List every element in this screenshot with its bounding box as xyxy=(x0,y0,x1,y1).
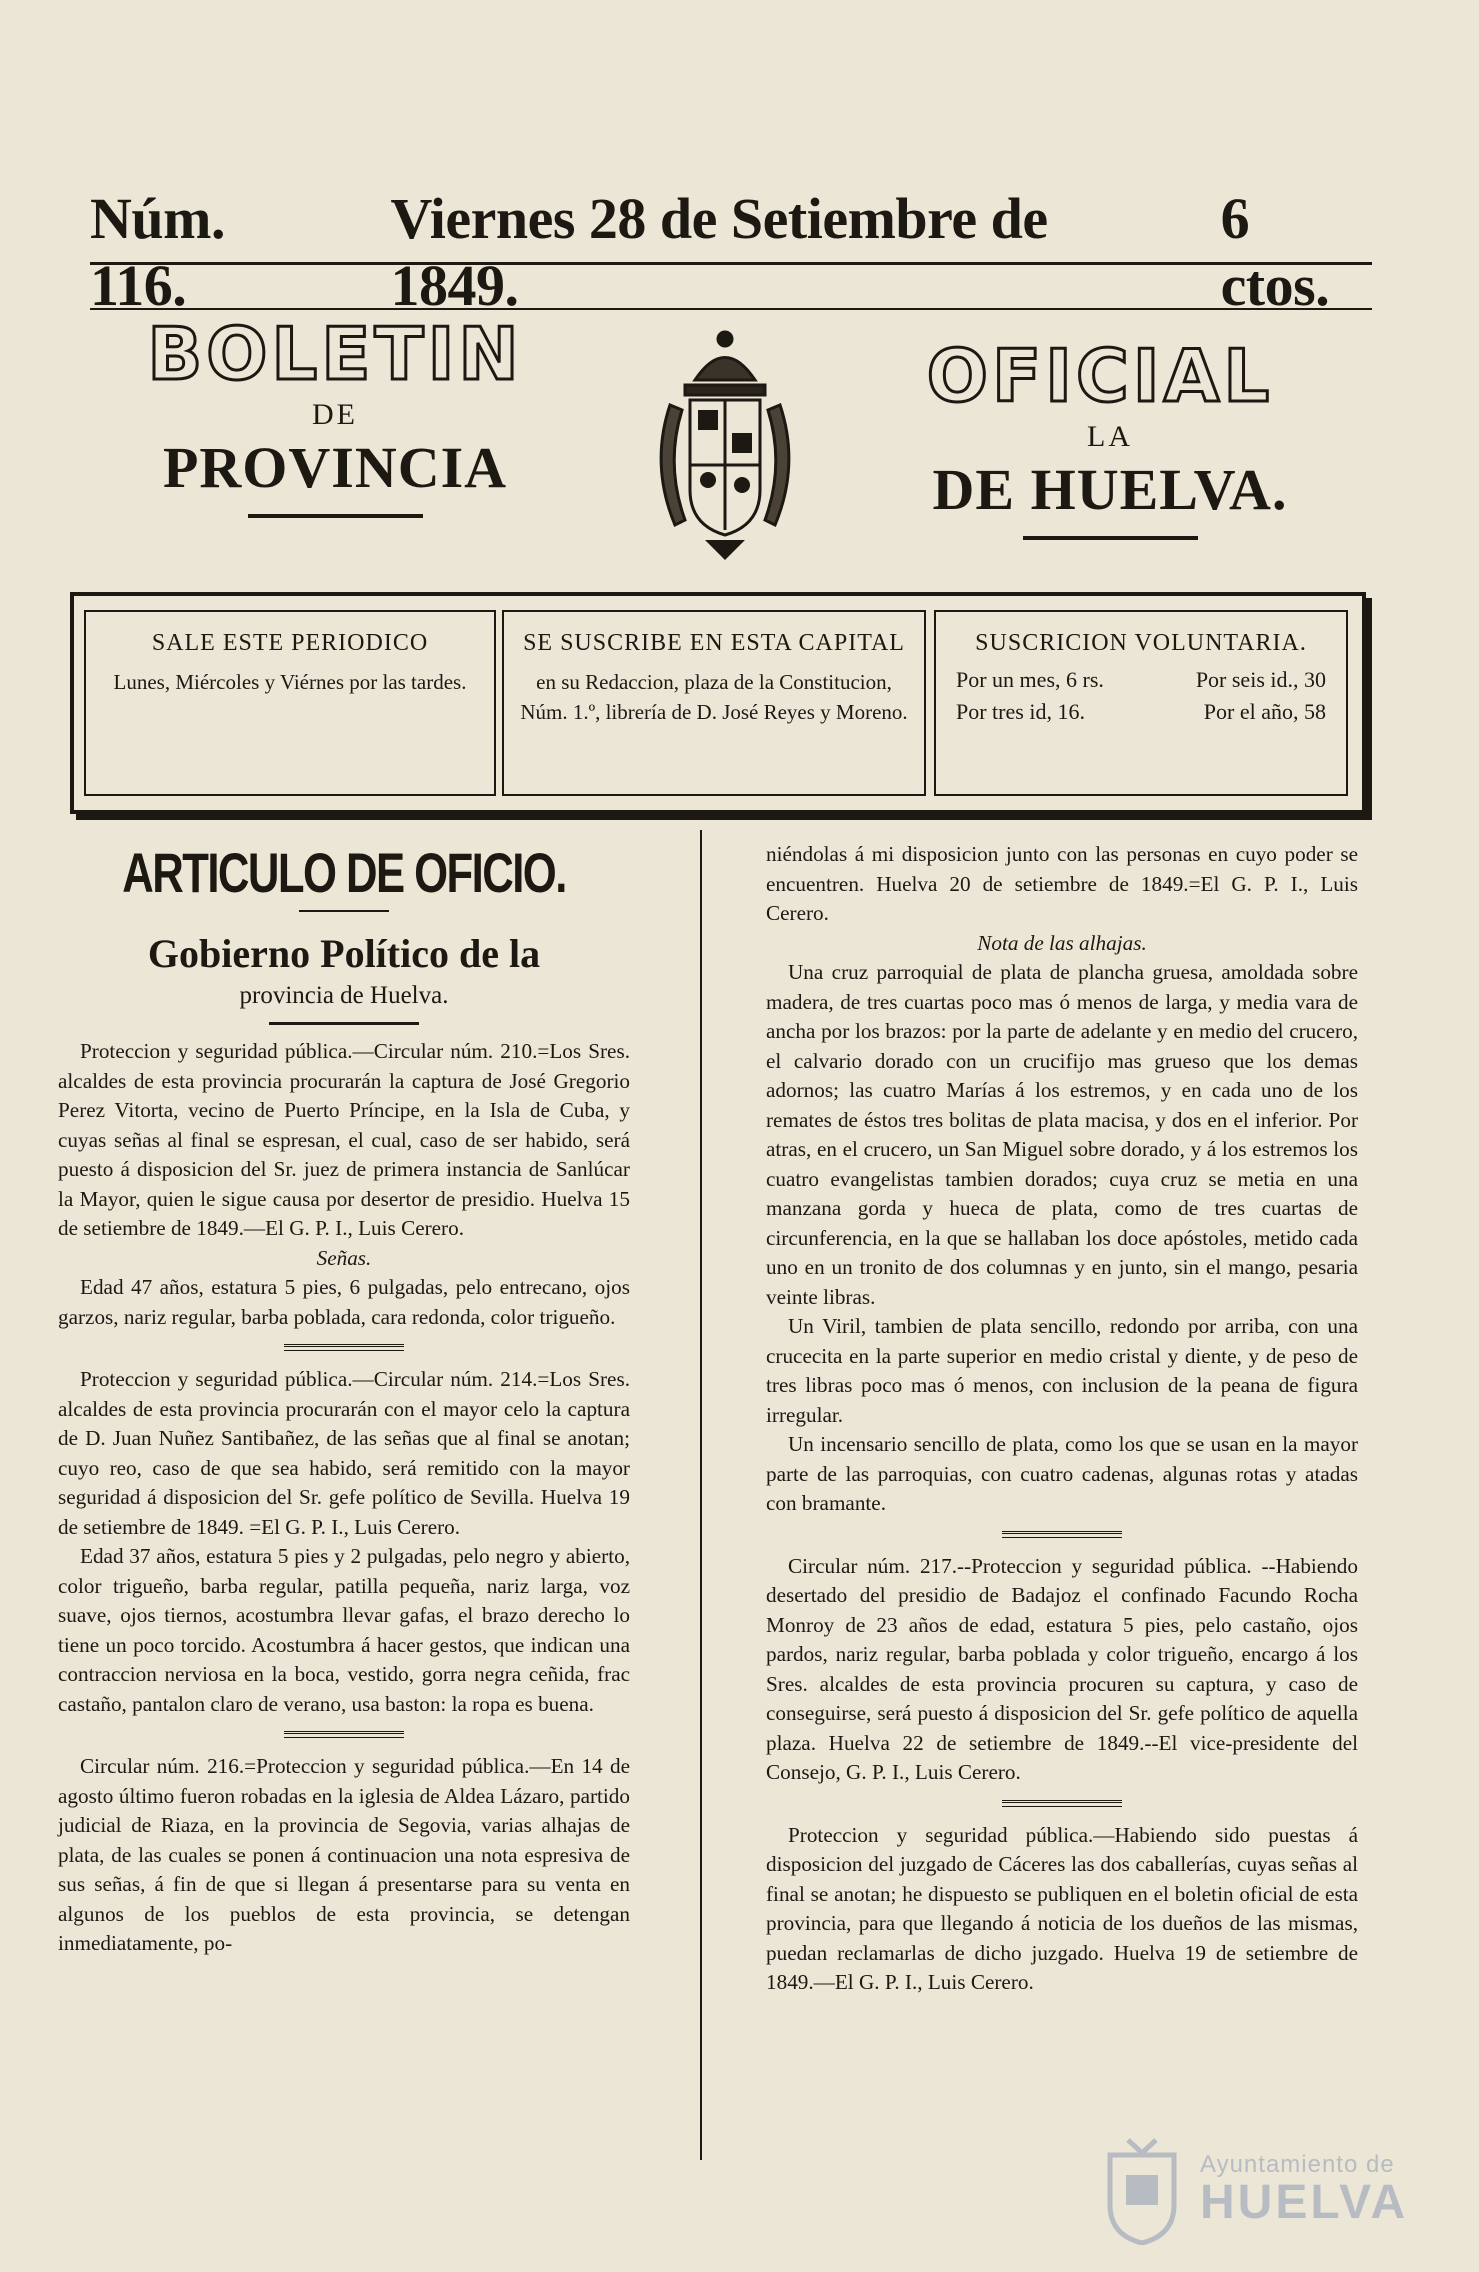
archive-watermark xyxy=(1100,2135,1460,2255)
alhaja-cruz: Una cruz parroquial de plata de plancha gruesa, amoldada sobre madera, de tres cuartas poco mas ó menos de larga, y media vara de ancha por los brazos: por la parte de adelante y en medio del crucero, el calvario dorado con un crucifijo mas grueso que los demas adornos; las cuatro Marías á los estremos, y en cada uno de los remates de éstos tres bolitas de plata macisa, y dos en el inferior. Por atras, en el crucero, un San Miguel sobre dorado, y á los estremos los cuatro evangelistas tambien dorados; cuya cruz se metia en una manzana gorda y hueca de plata, como de tres cuartas de circunferencia, en la que se hallaban los doce apóstoles, metido cada uno en un tronito de dos columnas y en junto, sin el mango, pesaria veinte libras. xyxy=(766,960,1358,1309)
title-provincia: PROVINCIA xyxy=(162,435,508,500)
infobox-rates xyxy=(934,610,1348,796)
watermark-line-2: HUELVA xyxy=(1200,2176,1409,2229)
alhaja-viril: Un Viril, tambien de plata sencillo, redondo por arriba, con una crucecita en la parte superior en medio cristal y diente, y de peso de tres libras poco mas ó menos, con inclusion de la peana de figura irregular. xyxy=(766,1314,1358,1427)
infobox-subscribe xyxy=(502,610,926,796)
circular-216-cont: niéndolas á mi disposicion junto con las personas en cuyo poder se encuentren. Huelva 20 de setiembre de 1849.=El G. P. I., Luis Cerero. xyxy=(766,842,1358,925)
circular-217: Circular núm. 217.--Proteccion y seguridad pública. --Habiendo desertado del presidio de Badajoz el confinado Facundo Rocha Monroy de 23 años de edad, estatura 5 pies, pelo castaño, ojos pardos, nariz regular, barba poblada y color trigueño, encargo á los Sres. alcaldes de esta provincia procuren su captura, y caso de conseguirse, será puesto á disposicion del Sr. gefe político de aquella plaza. Huelva 22 de setiembre de 1849.--El vice-presidente del Consejo, G. P. I., Luis Cerero. xyxy=(766,1553,1358,1784)
subscribe-text: en su Redaccion, plaza de la Constitucion, Núm. 1.º, librería de D. José Reyes y Moreno. xyxy=(520,670,908,725)
separator-3 xyxy=(1002,1531,1122,1538)
infobox-schedule xyxy=(84,610,496,796)
huelva-shield-icon xyxy=(1100,2135,1184,2245)
caballerias-notice: Proteccion y seguridad pública.—Habiendo sido puestas á disposicion del juzgado de Cáceres las dos caballerías, cuyas señas al final se anotan; he dispuesto se publiquen en el boletin oficial de esta provincia, para que llegando á noticia de los dueños de las mismas, puedan reclamarlas de dicho juzgado. Huelva 19 de setiembre de 1849.—El G. P. I., Luis Cerero. xyxy=(766,1822,1358,1994)
title-left-underline xyxy=(248,514,423,518)
issue-number: Núm. 116. xyxy=(90,186,225,318)
title-word-boletin: BOLETIN xyxy=(147,312,523,396)
title-left-block xyxy=(120,312,550,518)
watermark-line-1: Ayuntamiento de xyxy=(1200,2151,1395,2178)
schedule-title: SALE ESTE PERIODICO xyxy=(151,630,429,656)
rate-month: Por un mes, 6 rs. xyxy=(956,667,1104,692)
rate-year: Por el año, 58 xyxy=(1203,699,1326,724)
title-de-huelva: DE HUELVA. xyxy=(932,457,1288,522)
title-de: DE xyxy=(312,398,358,431)
gobierno-title: Gobierno Político de la xyxy=(147,931,541,976)
senas-210: Edad 47 años, estatura 5 pies, 6 pulgadas, pelo entrecano, ojos garzos, nariz regular, barba poblada, cara redonda, color trigueño. xyxy=(58,1275,630,1329)
rates-row-1 xyxy=(956,667,1326,693)
separator-2 xyxy=(284,1731,404,1738)
schedule-text: Lunes, Miércoles y Viérnes por las tardes. xyxy=(113,670,467,694)
left-column xyxy=(58,840,630,1959)
subscription-infobox xyxy=(70,592,1366,814)
issue-price: 6 ctos. xyxy=(1220,186,1330,318)
issue-date: Viernes 28 de Setiembre de 1849. xyxy=(390,186,1048,318)
alhaja-incensario: Un incensario sencillo de plata, como los que se usan en la mayor parte de las parroquias, con cuatro cadenas, algunas rotas y atadas con bramante. xyxy=(766,1432,1358,1515)
subscribe-title: SE SUSCRIBE EN ESTA CAPITAL xyxy=(523,630,905,656)
nota-alhajas-label: Nota de las alhajas. xyxy=(977,930,1147,955)
right-column xyxy=(766,840,1358,1998)
column-separator xyxy=(700,830,702,2160)
title-la: LA xyxy=(1087,420,1133,453)
gobierno-subtitle: provincia de Huelva. xyxy=(239,982,449,1009)
masthead-rule-top xyxy=(90,262,1372,265)
rates-row-2 xyxy=(956,699,1326,725)
rate-three-months: Por tres id, 16. xyxy=(956,699,1085,724)
heading-rule xyxy=(299,910,389,912)
masthead xyxy=(90,185,1370,319)
title-right-underline xyxy=(1023,536,1198,540)
title-right-block xyxy=(905,334,1315,540)
circular-216: Circular núm. 216.=Proteccion y seguridad pública.—En 14 de agosto último fueron robadas en la iglesia de Aldea Lázaro, partido judicial de Riaza, en la provincia de Segovia, varias alhajas de plata, de las cuales se ponen á continuacion una nota espresiva de sus señas, á fin de que si llegan á presentarse para su venta en algunos de los pueblos de esta provincia, se detengan inmediatamente, po- xyxy=(58,1754,630,1955)
circular-214: Proteccion y seguridad pública.—Circular núm. 214.=Los Sres. alcaldes de esta provincia procurarán con el mayor celo la captura de D. Juan Nuñez Santibañez, de las señas que al final se anotan; cuyo reo, caso de que sea habido, será remitido con la mayor seguridad á disposicion del Sr. gefe político de Sevilla. Huelva 19 de setiembre de 1849. =El G. P. I., Luis Cerero. xyxy=(58,1367,630,1539)
title-word-oficial: OFICIAL xyxy=(926,334,1274,418)
gobierno-rule xyxy=(269,1022,419,1025)
rates-title: SUSCRICION VOLUNTARIA. xyxy=(975,630,1307,656)
separator-4 xyxy=(1002,1800,1122,1807)
masthead-rule-bottom xyxy=(90,308,1372,310)
separator-1 xyxy=(284,1344,404,1351)
article-heading: ARTICULO DE OFICIO. xyxy=(122,841,566,904)
senas-label: Señas. xyxy=(316,1245,372,1270)
rate-six-months: Por seis id., 30 xyxy=(1195,667,1326,692)
royal-coat-of-arms-icon xyxy=(640,325,810,565)
circular-210: Proteccion y seguridad pública.—Circular núm. 210.=Los Sres. alcaldes de esta provincia procurarán la captura de José Gregorio Perez Vitorta, vecino de Puerto Príncipe, en la Isla de Cuba, y cuyas señas al final se espresan, el cual, caso de ser habido, será puesto á disposicion del Sr. juez de primera instancia de Sanlúcar la Mayor, quien le sigue causa por desertor de presidio. Huelva 15 de setiembre de 1849.—El G. P. I., Luis Cerero. xyxy=(58,1039,630,1240)
senas-214: Edad 37 años, estatura 5 pies y 2 pulgadas, pelo negro y abierto, color trigueño, barba regular, patilla pequeña, nariz larga, voz suave, ojos tiernos, acostumbra llevar gafas, el brazo derecho lo tiene un poco torcido. Acostumbra á hacer gestos, que indican una contraccion nerviosa en la boca, vestido, gorra negra ceñida, frac castaño, pantalon claro de verano, usa baston: la ropa es buena. xyxy=(58,1544,630,1716)
